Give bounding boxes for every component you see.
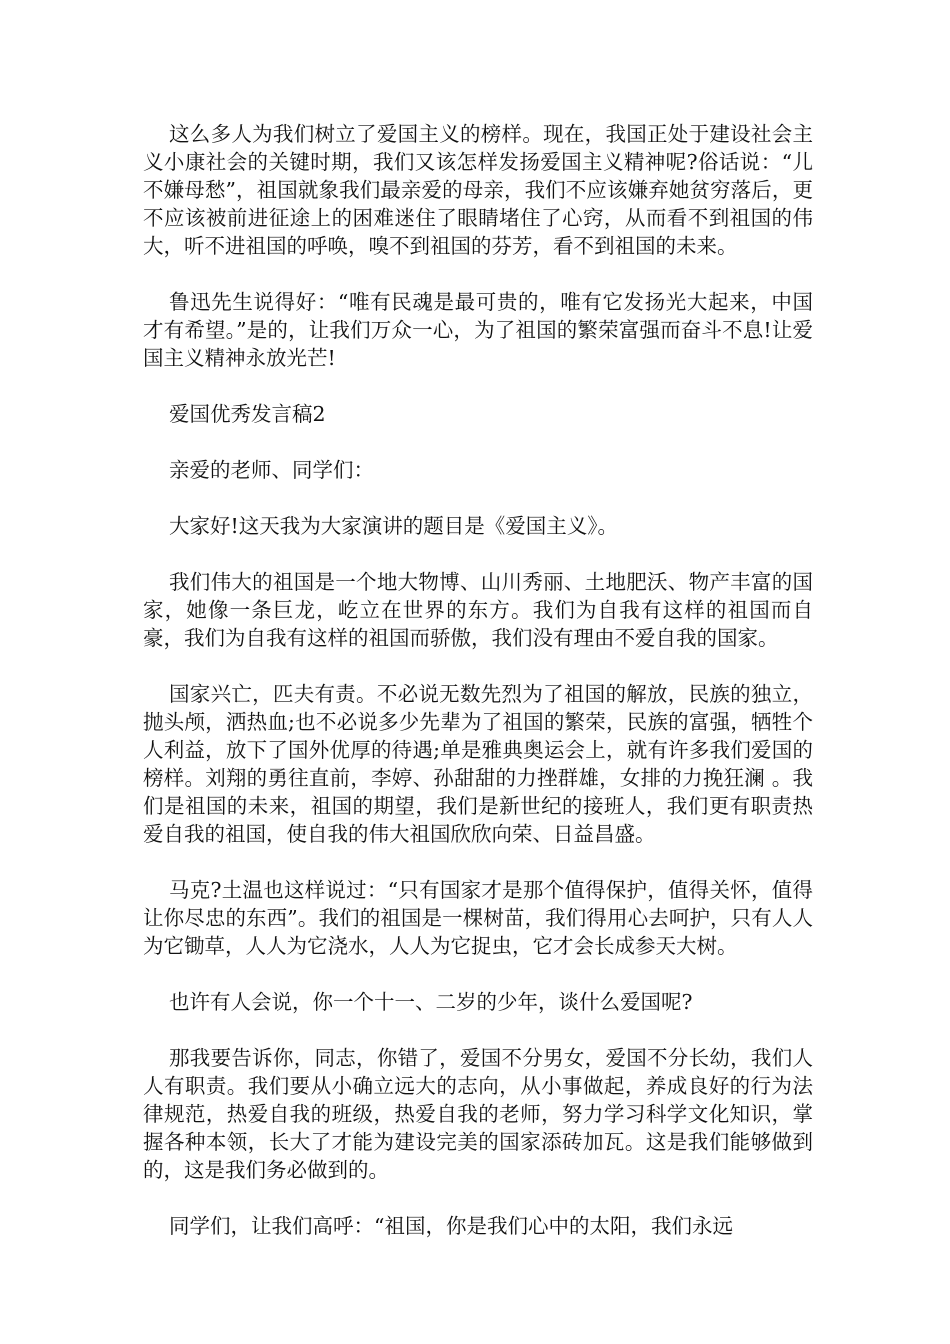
paragraph-national-duty: 国家兴亡，匹夫有责。不必说无数先烈为了祖国的解放，民族的独立，抛头颅，洒热血;也不必说多少先辈为了祖国的繁荣，民族的富强，牺牲个人利益，放下了国外优厚的待遇;单是雅典奥运会上，就有许多我们爱国的榜样。刘翔的勇往直前，李婷、孙甜甜的力挫群雄，女排的力挽狂澜 。我们是祖国的未来，祖国的期望，我们是新世纪的接班人，我们更有职责热爱自我的祖国，使自我的伟大祖国欣欣向荣、日益昌盛。 — [143, 682, 813, 846]
paragraph-lu-xun-quote: 鲁迅先生说得好：“唯有民魂是最可贵的，唯有它发扬光大起来，中国才有希望。”是的，让我们万众一心，为了祖国的繁荣富强而奋斗不息!让爱国主义精神永放光芒! — [143, 290, 813, 370]
document-page — [143, 120, 813, 1268]
paragraph-great-motherland: 我们伟大的祖国是一个地大物博、山川秀丽、土地肥沃、物产丰富的国家，她像一条巨龙，屹立在世界的东方。我们为自我有这样的祖国而自豪，我们为自我有这样的祖国而骄傲，我们没有理由不爱自我的国家。 — [143, 570, 813, 650]
section-heading: 爱国优秀发言稿2 — [169, 402, 326, 426]
paragraph-greeting: 大家好!这天我为大家演讲的题目是《爱国主义》。 — [169, 514, 618, 538]
paragraph-mark-twain-quote: 马克?土温也这样说过：“只有国家才是那个值得保护，值得关怀，值得让你尽忠的东西”。我们的祖国是一棵树苗，我们得用心去呵护，只有人人为它锄草，人人为它浇水，人人为它捉虫，它才会长成参天大树。 — [143, 878, 813, 958]
salutation: 亲爱的老师、同学们： — [169, 458, 374, 482]
paragraph-role-models: 这么多人为我们树立了爱国主义的榜样。现在，我国正处于建设社会主义小康社会的关键时期，我们又该怎样发扬爱国主义精神呢?俗话说：“儿不嫌母愁”，祖国就象我们最亲爱的母亲，我们不应该嫌弃她贫穷落后，更不应该被前进征途上的困难迷住了眼睛堵住了心窍，从而看不到祖国的伟大，听不进祖国的呼唤，嗅不到祖国的芬芳，看不到祖国的未来。 — [143, 122, 813, 258]
paragraph-answer: 那我要告诉你，同志，你错了，爱国不分男女，爱国不分长幼，我们人人有职责。我们要从小确立远大的志向，从小事做起，养成良好的行为法律规范，热爱自我的班级，热爱自我的老师，努力学习科学文化知识，掌握各种本领，长大了才能为建设完美的国家添砖加瓦。这是我们能够做到的，这是我们务必做到的。 — [143, 1046, 813, 1182]
paragraph-question: 也许有人会说，你一个十一、二岁的少年，谈什么爱国呢? — [169, 990, 693, 1014]
paragraph-closing-call: 同学们，让我们高呼：“祖国，你是我们心中的太阳，我们永远 — [169, 1214, 733, 1238]
